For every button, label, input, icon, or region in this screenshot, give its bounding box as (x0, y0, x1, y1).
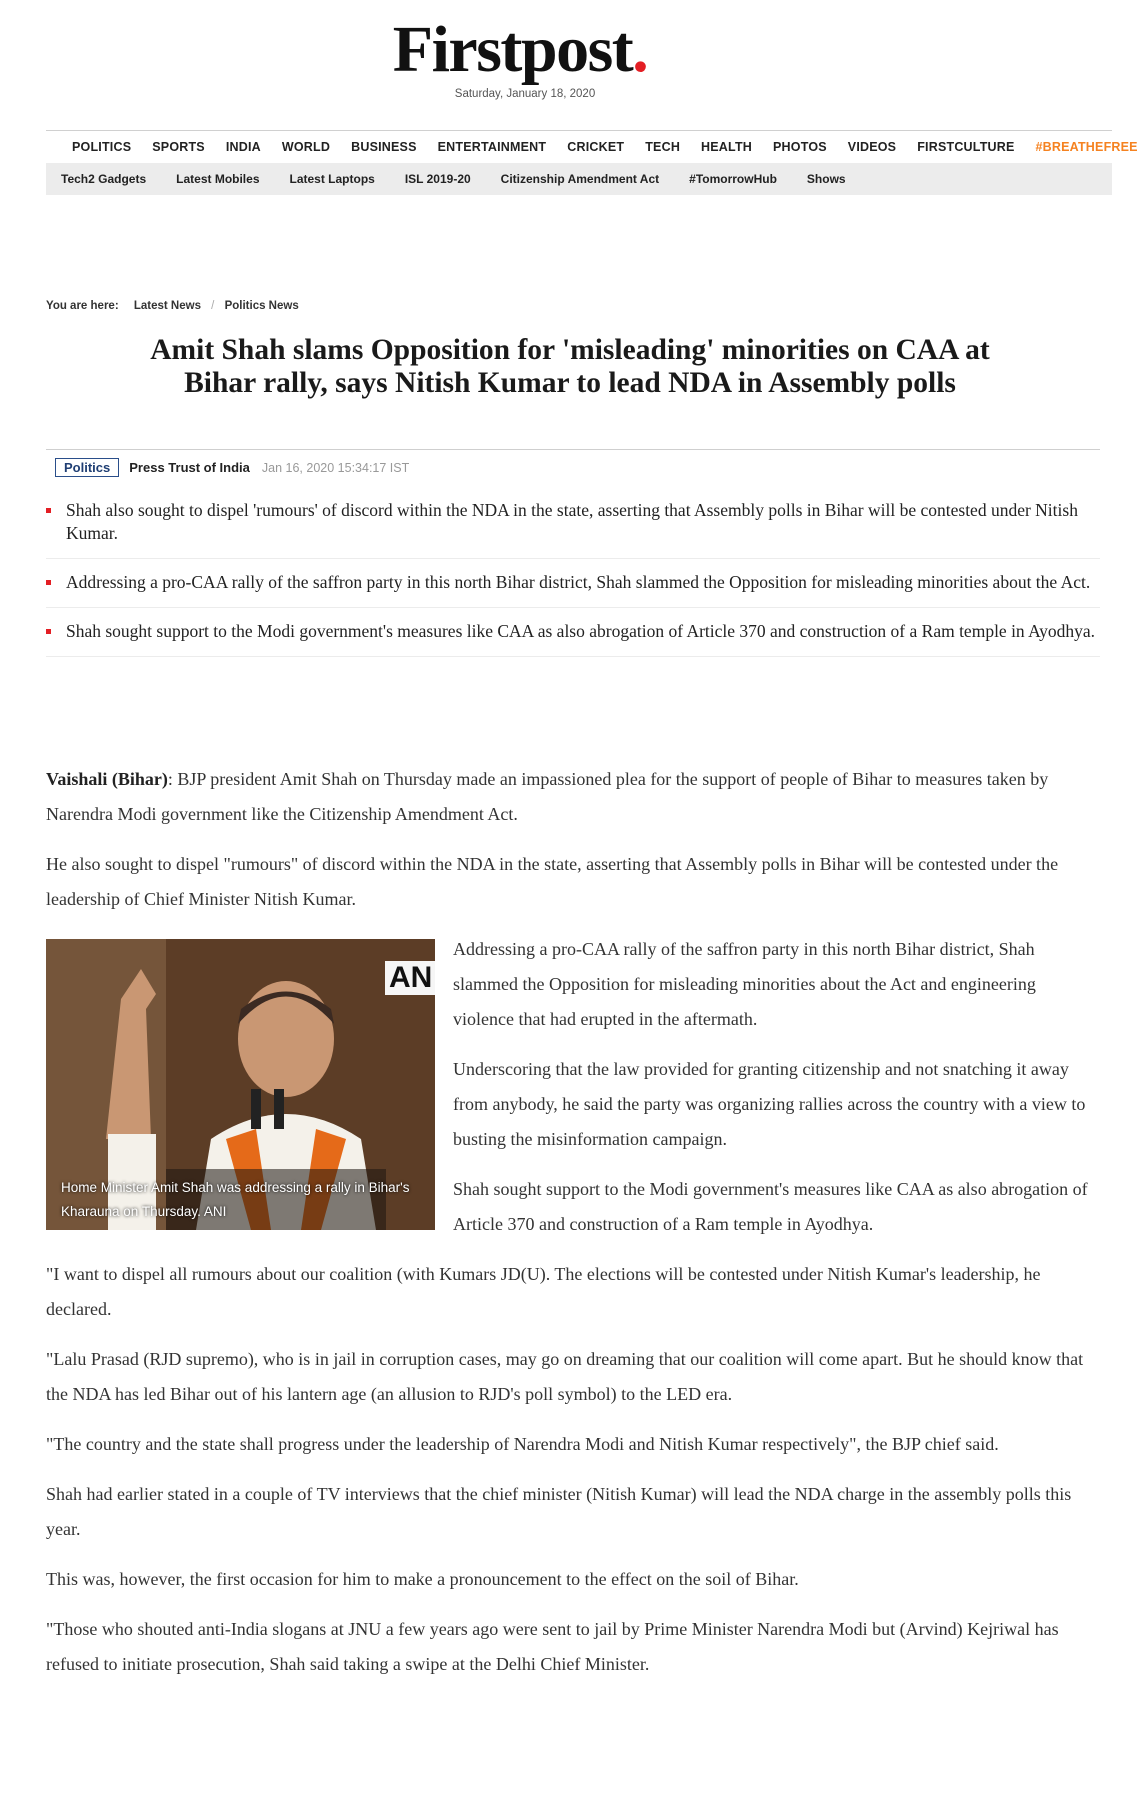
body-paragraph: "The country and the state shall progress under the leadership of Narendra Modi and Nitish Kumar respectively", the BJP chief said. (46, 1434, 999, 1454)
body-paragraph: "I want to dispel all rumours about our coalition (with Kumars JD(U). The elections will be contested under Nitish Kumar's leadership, he declared. (46, 1264, 1041, 1319)
article-meta (55, 458, 409, 477)
title-divider (46, 449, 1100, 450)
nav-item-business[interactable]: BUSINESS (351, 140, 417, 154)
body-paragraph: This was, however, the first occasion for him to make a pronouncement to the effect on the soil of Bihar. (46, 1569, 799, 1589)
logo-text[interactable]: Firstpost (392, 13, 633, 86)
lead-paragraph (46, 762, 1100, 832)
breadcrumb-link-latest-news[interactable]: Latest News (133, 300, 201, 312)
subnav-item-latest-mobiles[interactable]: Latest Mobiles (176, 172, 260, 186)
body-paragraph: Shah had earlier stated in a couple of TV interviews that the chief minister (Nitish Kumar) will lead the NDA charge in the assembly polls this year. (46, 1484, 1072, 1539)
highlight-item (46, 487, 1100, 559)
nav-item-photos[interactable]: PHOTOS (773, 140, 827, 154)
highlight-item (46, 608, 1100, 657)
highlight-text: Addressing a pro-CAA rally of the saffron party in this north Bihar district, Shah slammed the Opposition for misleading minorities about the Act. (66, 572, 1091, 592)
subnav-item-shows[interactable]: Shows (806, 172, 846, 186)
subnav-item-latest-laptops[interactable]: Latest Laptops (289, 172, 375, 186)
nav-item-tech[interactable]: TECH (645, 140, 681, 154)
body-paragraph: Underscoring that the law provided for granting citizenship and not snatching it away from anybody, he said the party was organizing rallies across the country with a view to busting the misinformation campaign. (453, 1059, 1086, 1149)
secondary-nav (46, 163, 1112, 195)
publish-timestamp: Jan 16, 2020 15:34:17 IST (261, 460, 410, 475)
nav-item-india[interactable]: INDIA (225, 140, 261, 154)
article-image[interactable] (46, 939, 435, 1230)
nav-item-videos[interactable]: VIDEOS (847, 140, 897, 154)
body-paragraph: Shah sought support to the Modi government's measures like CAA as also abrogation of Article 370 and construction of a Ram temple in Ayodhya. (453, 1179, 1088, 1234)
subnav-item-caa[interactable]: Citizenship Amendment Act (500, 172, 660, 186)
site-logo[interactable] (0, 10, 1040, 90)
breadcrumb-label: You are here: (46, 300, 119, 312)
breadcrumb (46, 300, 299, 312)
nav-item-world[interactable]: WORLD (281, 140, 331, 154)
primary-nav (46, 130, 1138, 164)
nav-item-cricket[interactable]: CRICKET (567, 140, 625, 154)
nav-item-politics[interactable]: POLITICS (72, 140, 132, 154)
highlights-list (46, 487, 1100, 657)
nav-item-entertainment[interactable]: ENTERTAINMENT (437, 140, 547, 154)
nav-item-breathefree[interactable]: #BREATHEFREE (1035, 140, 1138, 154)
body-paragraph: Addressing a pro-CAA rally of the saffron party in this north Bihar district, Shah slammed the Opposition for misleading minorities about the Act and engineering violence that had erupted in the aftermath. (453, 939, 1036, 1029)
highlight-item (46, 559, 1100, 608)
nav-item-firstculture[interactable]: FIRSTCULTURE (917, 140, 1015, 154)
body-paragraph: "Lalu Prasad (RJD supremo), who is in jail in corruption cases, may go on dreaming that our coalition will come apart. But he should know that the NDA has led Bihar out of his lantern age (an allusion to RJD's poll symbol) to the LED era. (46, 1349, 1084, 1404)
nav-item-health[interactable]: HEALTH (701, 140, 753, 154)
body-paragraph: He also sought to dispel "rumours" of discord within the NDA in the state, asserting that Assembly polls in Bihar will be contested under the leadership of Chief Minister Nitish Kumar. (46, 854, 1059, 909)
bullet-icon (46, 629, 51, 634)
article-body (46, 762, 1100, 1697)
bullet-icon (46, 508, 51, 513)
breadcrumb-separator: / (211, 300, 215, 312)
body-paragraph: "Those who shouted anti-India slogans at JNU a few years ago were sent to jail by Prime Minister Narendra Modi but (Arvind) Kejriwal has refused to initiate prosecution, Shah said taking a swipe at the Delhi Chief Minister. (46, 1619, 1059, 1674)
subnav-item-tech2-gadgets[interactable]: Tech2 Gadgets (61, 172, 147, 186)
subnav-item-tomorrowhub[interactable]: #TomorrowHub (689, 172, 777, 186)
nav-item-sports[interactable]: SPORTS (152, 140, 205, 154)
article-title: Amit Shah slams Opposition for 'misleading' minorities on CAA at Bihar rally, says Nitish Kumar to lead NDA in Assembly polls (150, 334, 990, 399)
logo-dot: . (632, 13, 648, 86)
highlight-text: Shah sought support to the Modi government's measures like CAA as also abrogation of Article 370 and construction of a Ram temple in Ayodhya. (66, 621, 1096, 641)
image-caption: Home Minister Amit Shah was addressing a rally in Bihar's Kharauna on Thursday. ANI (61, 1180, 410, 1219)
lead-text: : BJP president Amit Shah on Thursday made an impassioned plea for the support of people of Bihar to measures taken by Narendra Modi government like the Citizenship Amendment Act. (46, 769, 1049, 824)
ani-watermark: AN (385, 961, 435, 995)
category-tag[interactable]: Politics (55, 458, 119, 477)
highlight-text: Shah also sought to dispel 'rumours' of discord within the NDA in the state, asserting that Assembly polls in Bihar will be contested under Nitish Kumar. (66, 500, 1078, 543)
author-name[interactable]: Press Trust of India (129, 460, 250, 475)
header-date: Saturday, January 18, 2020 (454, 88, 596, 100)
subnav-item-isl[interactable]: ISL 2019-20 (404, 172, 471, 186)
breadcrumb-link-politics-news[interactable]: Politics News (224, 300, 299, 312)
bullet-icon (46, 580, 51, 585)
dateline: Vaishali (Bihar) (46, 769, 168, 789)
